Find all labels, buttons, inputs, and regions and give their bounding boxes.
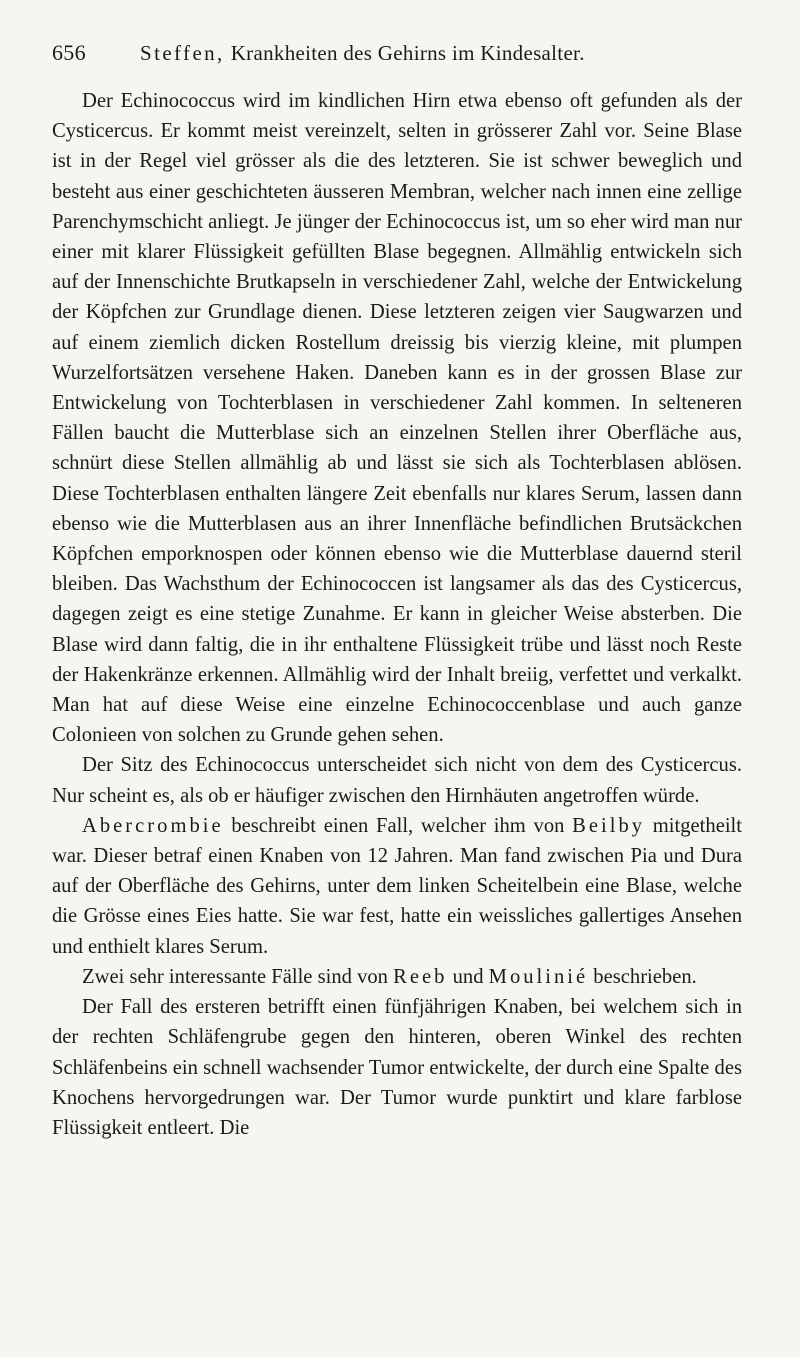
paragraph-first-case: Der Fall des ersteren betrifft einen fünfjährigen Knaben, bei welchem sich in der rechten Schläfengrube gegen den hinteren, oberen Winkel des rechten Schläfenbeins ein schnell wachsender Tumor entwickelte, der durch eine Spalte des Knochens hervorgedrungen war. Der Tumor wurde punktirt und klare farblose Flüssigkeit entleert. Die bbox=[52, 996, 742, 1139]
running-head bbox=[52, 40, 742, 66]
paragraph-text: und bbox=[447, 965, 489, 988]
person-name-beilby: Beilby bbox=[572, 814, 646, 837]
paragraph-reeb-moulinie bbox=[52, 962, 742, 992]
paragraph-abercrombie-case bbox=[52, 811, 742, 962]
paragraph-echinococcus-description: Der Echinococcus wird im kindlichen Hirn etwa ebenso oft gefunden als der Cysticercus. Er kommt meist vereinzelt, selten in grösserer Zahl vor. Seine Blase ist in der Regel viel grösser als die des letzteren. Sie ist schwer beweglich und besteht aus einer geschichteten äusseren Membran, welcher nach innen eine zellige Parenchymschicht anliegt. Je jünger der Echinococcus ist, um so eher wird man nur einer mit klarer Flüssigkeit gefüllten Blase begegnen. Allmählig entwickeln sich auf der Innenschichte Brutkapseln in verschiedener Zahl, welche der Entwickelung der Köpfchen zur Grundlage dienen. Diese letzteren zeigen vier Saugwarzen und auf einem ziemlich dicken Rostellum dreissig bis vierzig kleine, mit plumpen Wurzelfortsätzen versehene Haken. Daneben kann es in der grossen Blase zur Entwickelung von Tochterblasen in verschiedener Zahl kommen. In selteneren Fällen baucht die Mutterblase sich an einzelnen Stellen ihrer Oberfläche aus, schnürt diese Stellen allmählig ab und lässt sie sich als Tochterblasen ablösen. Diese Tochterblasen enthalten längere Zeit ebenfalls nur klares Serum, lassen dann ebenso wie die Mutterblasen aus an ihrer Innenfläche befindlichen Brutsäckchen Köpfchen emporknospen oder können ebenso wie die Mutterblase dauernd steril bleiben. Das Wachsthum der Echinococcen ist langsamer als das des Cysticercus, dagegen zeigt es eine stetige Zunahme. Er kann in gleicher Weise absterben. Die Blase wird dann faltig, die in ihr enthaltene Flüssigkeit trübe und lässt noch Reste der Hakenkränze erkennen. Allmählig wird der Inhalt breiig, verfettet und verkalkt. Man hat auf diese Weise eine einzelne Echinococcenblase und auch ganze Colonieen von solchen zu Grunde gehen sehen. bbox=[52, 90, 742, 747]
paragraph-text: mitgetheilt war. Dieser betraf einen Knaben von 12 Jahren. Man fand zwischen Pia und Dura auf der Oberfläche des Gehirns, unter dem linken Scheitelbein eine Blase, welche die Grösse eines Eies hatte. Sie war fest, hatte ein weissliches gallertiges Ansehen und enthielt klares Serum. bbox=[52, 814, 742, 958]
body-text bbox=[52, 86, 742, 1143]
paragraph-text: beschreibt einen Fall, welcher ihm von bbox=[223, 814, 573, 837]
author-name: Steffen, bbox=[140, 41, 225, 65]
page-number: 656 bbox=[52, 40, 86, 65]
paragraph-echinococcus-location: Der Sitz des Echinococcus unterscheidet sich nicht von dem des Cysticercus. Nur scheint es, als ob er häufiger zwischen den Hirnhäuten angetroffen würde. bbox=[52, 754, 742, 807]
person-name-abercrombie: Abercrombie bbox=[82, 814, 224, 837]
book-page bbox=[52, 40, 742, 1143]
paragraph-text: beschrieben. bbox=[588, 965, 697, 988]
paragraph-text: Zwei sehr interessante Fälle sind von bbox=[82, 965, 394, 988]
running-title: Krankheiten des Gehirns im Kindesalter. bbox=[230, 41, 585, 65]
person-name-reeb: Reeb bbox=[393, 965, 448, 988]
person-name-moulinie: Moulinié bbox=[488, 965, 589, 988]
